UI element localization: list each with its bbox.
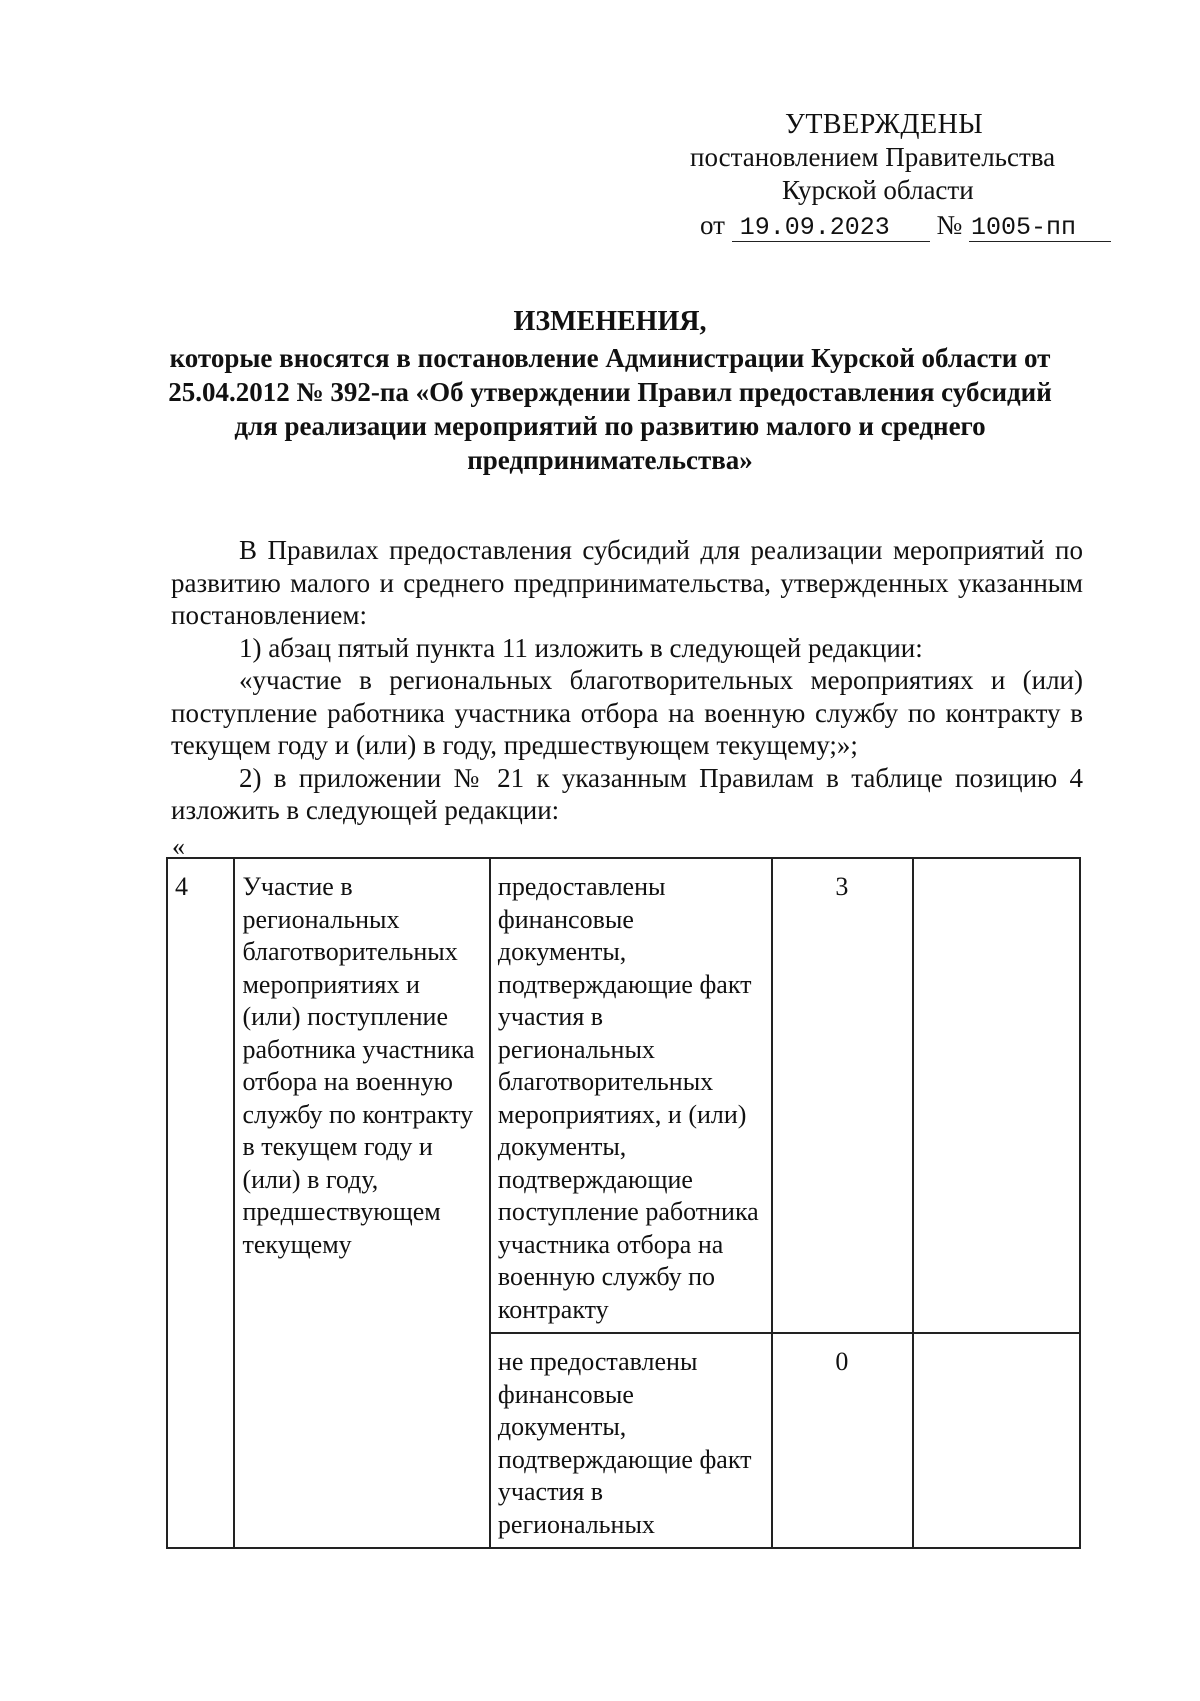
approval-title: УТВЕРЖДЕНЫ <box>785 109 984 140</box>
open-quote-mark: « <box>172 832 185 861</box>
number-prefix: № <box>936 210 963 240</box>
position-number-cell: 4 <box>167 858 234 1548</box>
table-row <box>167 858 1080 1333</box>
heading-title: ИЗМЕНЕНИЯ, <box>513 306 707 337</box>
approval-date: 19.09.2023 <box>732 215 930 242</box>
heading-subtitle: которые вносятся в постановление Администрации Курской области от 25.04.2012 № 392-па «Об утверждении Правил предоставления субсидий для реализации мероприятий по развитию малого и среднего предпринимательства» <box>168 343 1052 475</box>
score-cell: 0 <box>772 1333 913 1548</box>
approval-block <box>690 108 1090 242</box>
criterion-cell: Участие в региональных благотворительных мероприятиях и (или) поступление работника участника отбора на военную службу по контракту в текущем году и (или) в году, предшествующем текущему <box>234 858 489 1548</box>
body-paragraph-quote: «участие в региональных благотворительных мероприятиях и (или) поступление работника участника отбора на военную службу по контракту в текущем году и (или) в году, предшествующем текущему;»; <box>171 665 1083 760</box>
document-heading <box>150 305 1070 477</box>
approval-date-line <box>690 209 1090 242</box>
criteria-table <box>166 857 1081 1549</box>
approval-number: 1005-пп <box>969 215 1111 242</box>
note-cell <box>913 858 1080 1333</box>
document-body <box>171 534 1083 827</box>
body-paragraph-item-2: 2) в приложении № 21 к указанным Правилам в таблице позицию 4 изложить в следующей редакции: <box>171 762 1083 825</box>
approval-region: Курской области <box>782 175 974 205</box>
condition-cell: не предоставлены финансовые документы, подтверждающие факт участия в региональных <box>490 1333 772 1548</box>
body-paragraph-intro: В Правилах предоставления субсидий для реализации мероприятий по развитию малого и среднего предпринимательства, утвержденных указанным постановлением: <box>171 535 1083 630</box>
condition-cell: предоставлены финансовые документы, подтверждающие факт участия в региональных благотворительных мероприятиях, и (или) документы, подтверждающие поступление работника участника отбора на военную службу по контракту <box>490 858 772 1333</box>
approval-authority: постановлением Правительства <box>690 142 1056 172</box>
date-prefix: от <box>700 210 725 240</box>
score-cell: 3 <box>772 858 913 1333</box>
note-cell <box>913 1333 1080 1548</box>
body-paragraph-item-1: 1) абзац пятый пункта 11 изложить в следующей редакции: <box>239 632 923 663</box>
